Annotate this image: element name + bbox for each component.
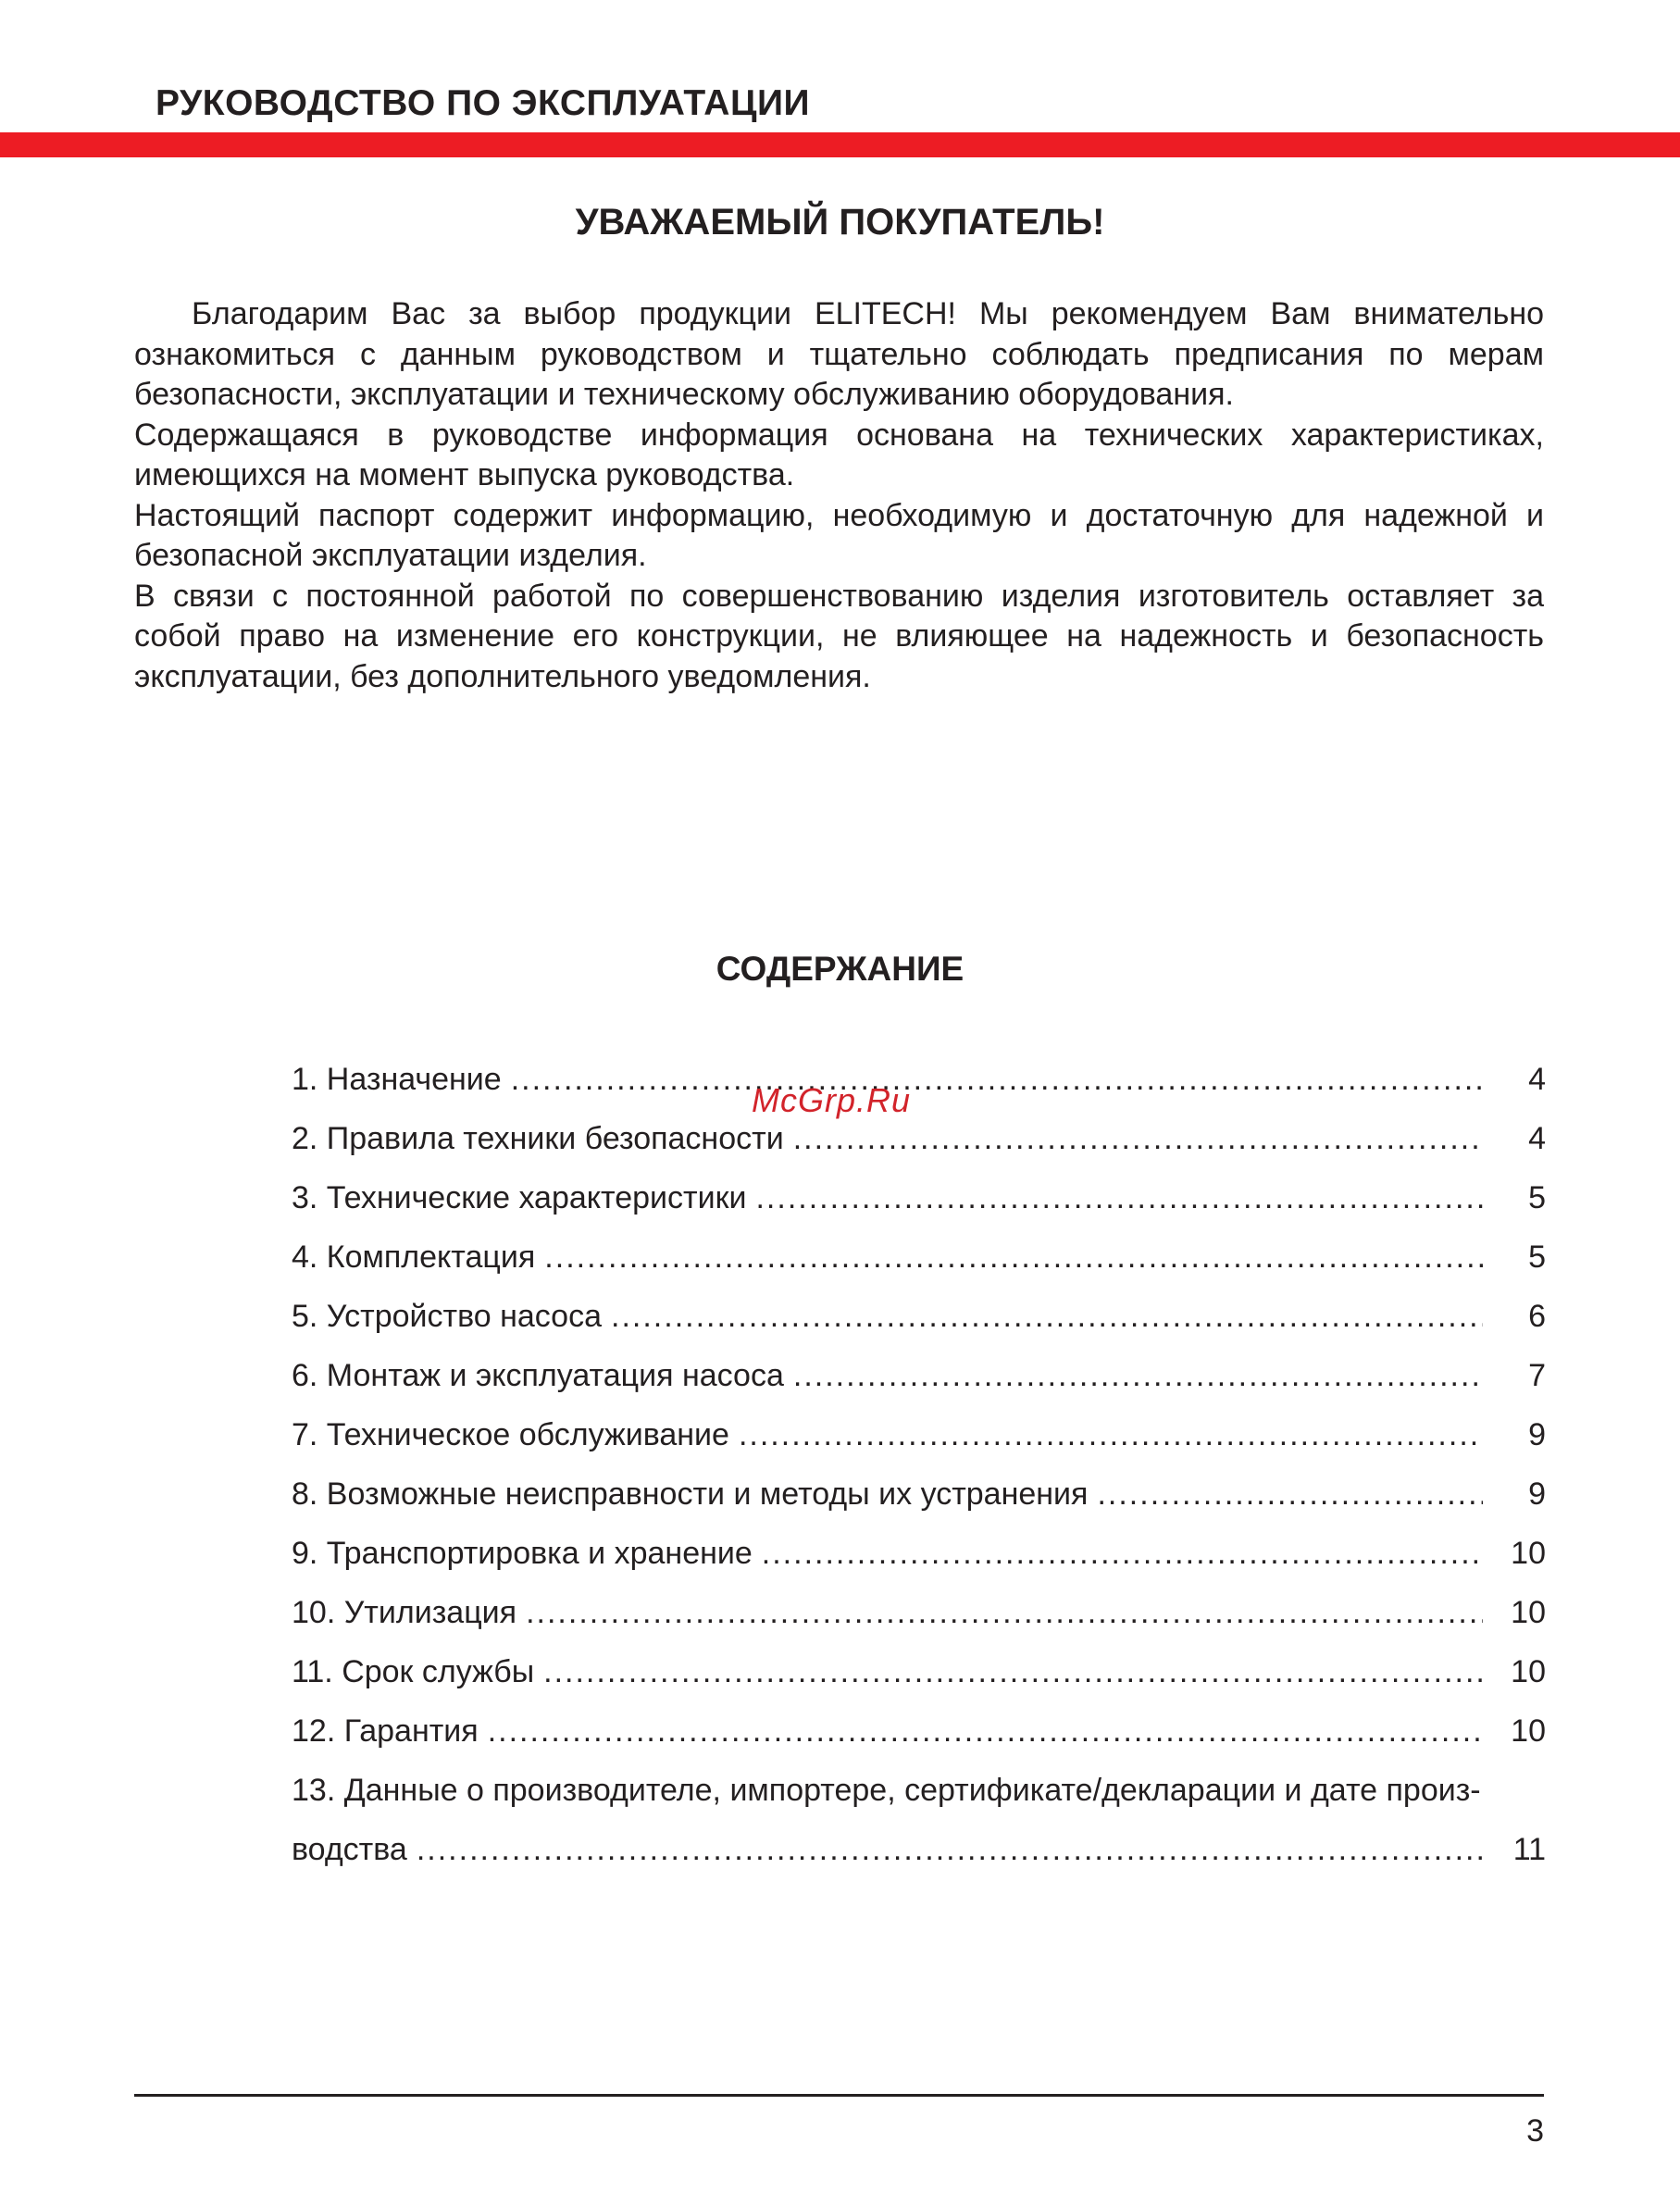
toc-leader-dots bbox=[739, 1405, 1483, 1464]
toc-entry-page: 10 bbox=[1511, 1713, 1546, 1749]
table-of-contents bbox=[292, 1050, 1546, 1879]
toc-entry bbox=[292, 1820, 1546, 1879]
footer-divider bbox=[134, 2094, 1544, 2097]
watermark-text: McGrp.Ru bbox=[752, 1081, 912, 1119]
toc-entry-label: водства bbox=[292, 1832, 407, 1867]
toc-leader-dots bbox=[543, 1642, 1483, 1701]
intro-paragraph: Благодарим Вас за выбор продукции ELITECH! Мы рекомендуем Вам внимательно ознакомиться с данным руководством и тщательно соблюдать предписания по мерам безопасности, эксплуатации и техническому обслуживанию оборудования. bbox=[134, 296, 1544, 412]
toc-entry-label: 12. Гарантия bbox=[292, 1713, 479, 1749]
toc-entry-page: 6 bbox=[1528, 1299, 1546, 1334]
toc-entry-label: 11. Срок службы bbox=[292, 1654, 535, 1689]
page-number: 3 bbox=[1526, 2113, 1544, 2149]
toc-entry-label: 4. Комплектация bbox=[292, 1240, 536, 1275]
toc-entry bbox=[292, 1464, 1546, 1524]
toc-leader-dots bbox=[762, 1524, 1483, 1583]
toc-entry-page: 10 bbox=[1511, 1654, 1546, 1689]
toc-entry bbox=[292, 1524, 1546, 1583]
toc-leader-dots bbox=[488, 1701, 1483, 1761]
toc-entry bbox=[292, 1346, 1546, 1405]
toc-leader-dots bbox=[611, 1287, 1483, 1346]
toc-entry-page: 10 bbox=[1511, 1536, 1546, 1571]
document-header-title: РУКОВОДСТВО ПО ЭКСПЛУАТАЦИИ bbox=[156, 83, 811, 123]
toc-heading: СОДЕРЖАНИЕ bbox=[716, 950, 964, 988]
intro-paragraph: Содержащаяся в руководстве информация основана на технических характеристиках, имеющихся на момент выпуска руководства. bbox=[134, 417, 1544, 492]
toc-entry bbox=[292, 1583, 1546, 1642]
toc-leader-dots bbox=[417, 1820, 1483, 1879]
toc-entry-page: 5 bbox=[1528, 1180, 1546, 1215]
toc-entry-label: 6. Монтаж и эксплуатация насоса bbox=[292, 1358, 784, 1393]
toc-entry-label: 1. Назначение bbox=[292, 1062, 502, 1097]
toc-entry-page: 4 bbox=[1528, 1121, 1546, 1156]
greeting-heading: УВАЖАЕМЫЙ ПОКУПАТЕЛЬ! bbox=[575, 202, 1105, 243]
toc-entry bbox=[292, 1227, 1546, 1287]
toc-entry bbox=[292, 1405, 1546, 1464]
toc-leader-dots bbox=[1097, 1464, 1483, 1524]
intro-paragraph: Настоящий паспорт содержит информацию, необходимую и достаточную для надежной и безопасной эксплуатации изделия. bbox=[134, 497, 1544, 573]
toc-entry-label: 5. Устройство насоса bbox=[292, 1299, 603, 1334]
header-red-band bbox=[0, 132, 1680, 157]
toc-entry-label: 3. Технические характеристики bbox=[292, 1180, 747, 1215]
intro-text bbox=[134, 294, 1544, 697]
toc-entry-page: 7 bbox=[1528, 1358, 1546, 1393]
toc-entry-page: 11 bbox=[1512, 1832, 1546, 1867]
toc-entry-label: 10. Утилизация bbox=[292, 1595, 517, 1630]
toc-entry-page: 5 bbox=[1528, 1240, 1546, 1275]
toc-entry-label: 2. Правила техники безопасности bbox=[292, 1121, 784, 1156]
toc-entry bbox=[292, 1050, 1546, 1109]
toc-leader-dots bbox=[755, 1168, 1483, 1227]
toc-entry-page: 10 bbox=[1511, 1595, 1546, 1630]
toc-leader-dots bbox=[793, 1346, 1483, 1405]
toc-leader-dots bbox=[544, 1227, 1483, 1287]
toc-entry-page: 4 bbox=[1528, 1062, 1546, 1097]
toc-entry bbox=[292, 1642, 1546, 1701]
toc-leader-dots bbox=[511, 1050, 1483, 1109]
toc-entry-label: 9. Транспортировка и хранение bbox=[292, 1536, 753, 1571]
intro-paragraph: В связи с постоянной работой по совершенствованию изделия изготовитель оставляет за собой право на изменение его конструкции, не влияющее на надежность и безопасность эксплуатации, без дополнительного уведомления. bbox=[134, 578, 1544, 694]
toc-entry-label: 13. Данные о производителе, импортере, сертификате/декларации и дате произ- bbox=[292, 1773, 1481, 1808]
toc-entry-page: 9 bbox=[1528, 1476, 1546, 1512]
toc-entry-label: 8. Возможные неисправности и методы их устранения bbox=[292, 1476, 1089, 1512]
toc-entry bbox=[292, 1109, 1546, 1168]
toc-entry bbox=[292, 1701, 1546, 1761]
toc-entry bbox=[292, 1168, 1546, 1227]
toc-entry-page: 9 bbox=[1528, 1417, 1546, 1452]
toc-entry-label: 7. Техническое обслуживание bbox=[292, 1417, 729, 1452]
toc-entry bbox=[292, 1287, 1546, 1346]
toc-leader-dots bbox=[526, 1583, 1483, 1642]
